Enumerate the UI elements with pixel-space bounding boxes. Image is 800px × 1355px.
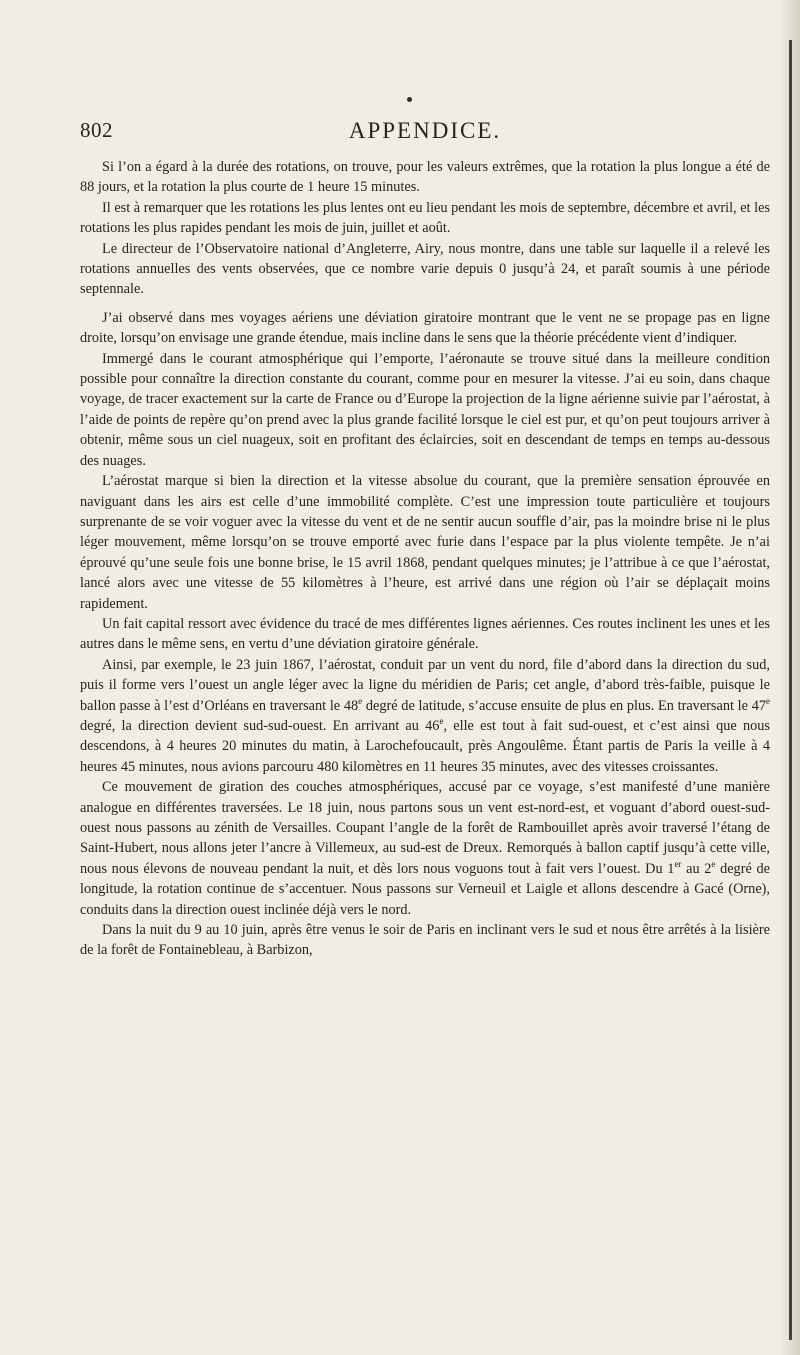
- paragraph: [80, 655, 770, 777]
- running-head: APPENDICE.: [348, 118, 502, 143]
- paragraph-text: Ainsi, par exemple, le 23 juin 1867, l’aérostat, conduit par un vent du nord, file d’abord dans la direction du sud, puis il forme vers l’ouest un angle léger avec la ligne du méridien de Paris; cet angle, d’abord très-faible, puisque le ballon passe à l’est d’Orléans en traversant le 48: [80, 656, 770, 714]
- paragraph: Immergé dans le courant atmosphérique qui l’emporte, l’aéronaute se trouve situé dans la meilleure condition possible pour connaître la direction constante du courant, comme pour en mesurer la vitesse. J’ai eu soin, dans chaque voyage, de tracer exactement sur la carte de France ou d’Europe la projection de la ligne aérienne suivie par l’aérostat, à l’aide de points de repère qu’on prend avec la plus grande facilité lorsque le ciel est pur, et qu’on peut toujours arriver à obtenir, même sous un ciel nuageux, soit en profitant des éclaircies, soit en descendant de temps en temps au-dessous des nuages.: [80, 350, 770, 469]
- paragraph: J’ai observé dans mes voyages aériens une déviation giratoire montrant que le vent ne se propage pas en ligne droite, lorsqu’on envisage une grande étendue, mais incline dans le sens que la théorie précédente vient d’indiquer.: [80, 309, 770, 347]
- paragraph: Si l’on a égard à la durée des rotations, on trouve, pour les valeurs extrêmes, que la rotation la plus longue a été de 88 jours, et la rotation la plus courte de 1 heure 15 minutes.: [80, 159, 770, 196]
- paragraph: Dans la nuit du 9 au 10 juin, après être venus le soir de Paris en inclinant vers le sud et nous être arrêtés à la lisière de la forêt de Fontainebleau, à Barbizon,: [80, 922, 770, 959]
- paragraph-text: degré, la direction devient sud-sud-ouest. En arrivant au 46: [80, 717, 440, 734]
- ordinal-superscript: e: [766, 695, 770, 706]
- ordinal-superscript: e: [358, 695, 363, 706]
- ordinal-superscript: e: [711, 859, 716, 870]
- paragraph-text: , elle est tout à fait sud-ouest, et c’est ainsi que nous descendons, à 4 heures 20 minutes du matin, à Larochefoucault, près Angoulême. Étant partis de Paris la veille à 4 heures 45 minutes, nous avions parcouru 480 kilomètres en 11 heures 35 minutes, avec des vitesses croissantes.: [80, 717, 770, 775]
- paragraph-text: degré de latitude, s’accuse ensuite de plus en plus. En traversant le 47: [362, 697, 766, 714]
- ordinal-superscript: er: [674, 859, 682, 870]
- paragraph: Le directeur de l’Observatoire national d’Angleterre, Airy, nous montre, dans une table sur laquelle il a relevé les rotations annuelles des vents observées, que ce nombre varie depuis 0 jusqu’à 24, et paraît soumis à une période septennale.: [80, 240, 770, 298]
- binding-edge: [789, 40, 792, 1340]
- page-header: [80, 118, 770, 152]
- ordinal-superscript: e: [439, 716, 444, 727]
- paragraph-text: degré de longitude, la rotation continue de s’accentuer. Nous passons sur Verneuil et Laigle et allons descendre à Gacé (Orne), conduits dans la direction ouest inclinée déjà vers le nord.: [80, 860, 770, 918]
- paragraph-text: au 2: [681, 860, 712, 877]
- paragraph: [80, 777, 770, 920]
- body-text: [80, 157, 770, 961]
- paragraph: Un fait capital ressort avec évidence du tracé de mes différentes lignes aériennes. Ces routes inclinent les unes et les autres dans le même sens, en vertu d’une déviation giratoire générale.: [80, 615, 770, 653]
- paragraph: Il est à remarquer que les rotations les plus lentes ont eu lieu pendant les mois de septembre, décembre et avril, et les rotations les plus rapides pendant les mois de juin, juillet et août.: [80, 199, 770, 237]
- paragraph: L’aérostat marque si bien la direction et la vitesse absolue du courant, que la première sensation éprouvée en naviguant dans les airs est celle d’une immobilité complète. C’est une impression toute particulière et toujours surprenante de se voir voguer avec la vitesse du vent et de ne sentir aucun souffle d’air, pas la moindre brise ni le plus léger mouvement, même lorsqu’on se trouve emporté avec furie dans l’espace par la plus violente tempête. Je n’ai éprouvé qu’une seule fois une bonne brise, le 15 avril 1868, pendant quelques minutes; je l’attribue à ce que l’aérostat, lancé alors avec une vitesse de 55 kilomètres à l’heure, est arrivé dans une région où l’air se déplaçait moins rapidement.: [80, 473, 770, 612]
- paragraph-text: Ce mouvement de giration des couches atmosphériques, accusé par ce voyage, s’est manifesté d’une manière analogue en différentes traversées. Le 18 juin, nous partons sous un vent est-nord-est, et voguant d’abord ouest-sud-ouest nous passons au zénith de Versailles. Coupant l’angle de la forêt de Rambouillet après avoir traversé l’étang de Saint-Hubert, nous allons jeter l’ancre à Villemeux, au sud-est de Dreux. Remorqués à ballon captif jusqu’à cette ville, nous nous élevons de nouveau pendant la nuit, et dès lors nous voguons tout à fait vers l’ouest. Du 1: [80, 779, 770, 877]
- print-mark: [407, 97, 412, 102]
- page-number: 802: [80, 118, 113, 142]
